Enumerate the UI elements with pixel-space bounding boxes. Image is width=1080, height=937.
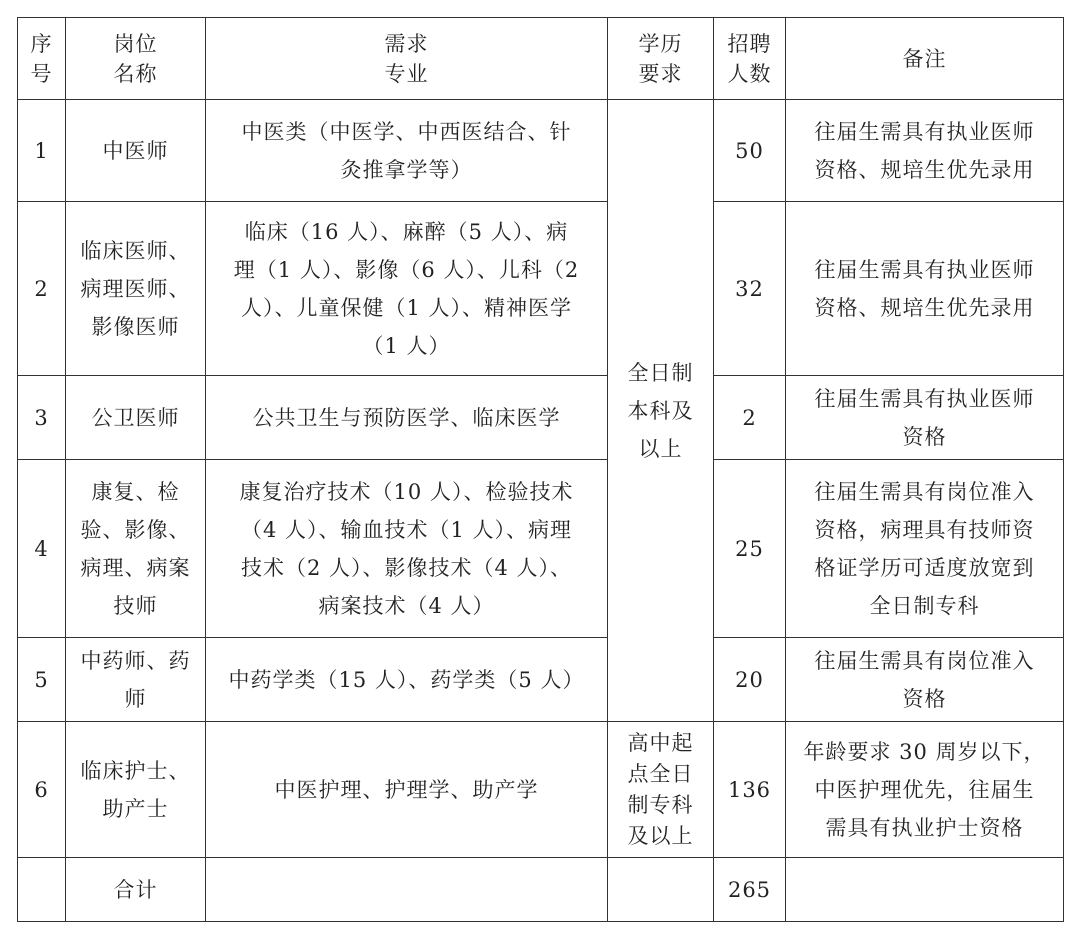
header-education: 学历 要求 bbox=[608, 18, 714, 100]
row-major: 中药学类（15 人）、药学类（5 人） bbox=[206, 638, 608, 722]
row-index: 6 bbox=[18, 722, 66, 858]
row-major: 康复治疗技术（10 人）、检验技术 （4 人）、输血技术（1 人）、病理 技术（2 人）、影像技术（4 人）、 病案技术（4 人） bbox=[206, 460, 608, 638]
header-count: 招聘 人数 bbox=[714, 18, 786, 100]
row-count: 25 bbox=[714, 460, 786, 638]
row-count: 136 bbox=[714, 722, 786, 858]
header-major: 需求 专业 bbox=[206, 18, 608, 100]
row-major: 临床（16 人）、麻醉（5 人）、病 理（1 人）、影像（6 人）、儿科（2 人）、儿童保健（1 人）、精神医学 （1 人） bbox=[206, 202, 608, 376]
row-position: 公卫医师 bbox=[66, 376, 206, 460]
header-position: 岗位 名称 bbox=[66, 18, 206, 100]
row-position: 康复、检 验、影像、 病理、病案 技师 bbox=[66, 460, 206, 638]
row-note: 往届生需具有岗位准入 资格，病理具有技师资 格证学历可适度放宽到 全日制专科 bbox=[786, 460, 1064, 638]
table-row bbox=[18, 460, 1064, 638]
row-count: 32 bbox=[714, 202, 786, 376]
table-row bbox=[18, 376, 1064, 460]
row-note: 年龄要求 30 周岁以下， 中医护理优先，往届生 需具有执业护士资格 bbox=[786, 722, 1064, 858]
header-note: 备注 bbox=[786, 18, 1064, 100]
row-count: 2 bbox=[714, 376, 786, 460]
total-major-empty bbox=[206, 858, 608, 922]
total-index-empty bbox=[18, 858, 66, 922]
row-position: 临床护士、 助产士 bbox=[66, 722, 206, 858]
row-count: 20 bbox=[714, 638, 786, 722]
row-note: 往届生需具有岗位准入 资格 bbox=[786, 638, 1064, 722]
row-position: 中药师、药 师 bbox=[66, 638, 206, 722]
total-label: 合计 bbox=[66, 858, 206, 922]
row-position: 临床医师、 病理医师、 影像医师 bbox=[66, 202, 206, 376]
total-row bbox=[18, 858, 1064, 922]
row-count: 50 bbox=[714, 100, 786, 202]
row-index: 4 bbox=[18, 460, 66, 638]
header-index: 序 号 bbox=[18, 18, 66, 100]
row-education: 高中起 点全日 制专科 及以上 bbox=[608, 722, 714, 858]
row-major: 中医类（中医学、中西医结合、针 灸推拿学等） bbox=[206, 100, 608, 202]
table-row bbox=[18, 100, 1064, 202]
row-note: 往届生需具有执业医师 资格、规培生优先录用 bbox=[786, 100, 1064, 202]
total-count: 265 bbox=[714, 858, 786, 922]
table-row bbox=[18, 638, 1064, 722]
education-cell: 全日制 本科及 以上 bbox=[608, 100, 714, 722]
recruitment-table bbox=[17, 17, 1064, 922]
row-index: 1 bbox=[18, 100, 66, 202]
row-index: 2 bbox=[18, 202, 66, 376]
row-major: 公共卫生与预防医学、临床医学 bbox=[206, 376, 608, 460]
total-note-empty bbox=[786, 858, 1064, 922]
header-row bbox=[18, 18, 1064, 100]
row-index: 5 bbox=[18, 638, 66, 722]
row-note: 往届生需具有执业医师 资格 bbox=[786, 376, 1064, 460]
row-note: 往届生需具有执业医师 资格、规培生优先录用 bbox=[786, 202, 1064, 376]
table-row bbox=[18, 202, 1064, 376]
row-major: 中医护理、护理学、助产学 bbox=[206, 722, 608, 858]
row-index: 3 bbox=[18, 376, 66, 460]
table-row bbox=[18, 722, 1064, 858]
total-education-empty bbox=[608, 858, 714, 922]
row-position: 中医师 bbox=[66, 100, 206, 202]
